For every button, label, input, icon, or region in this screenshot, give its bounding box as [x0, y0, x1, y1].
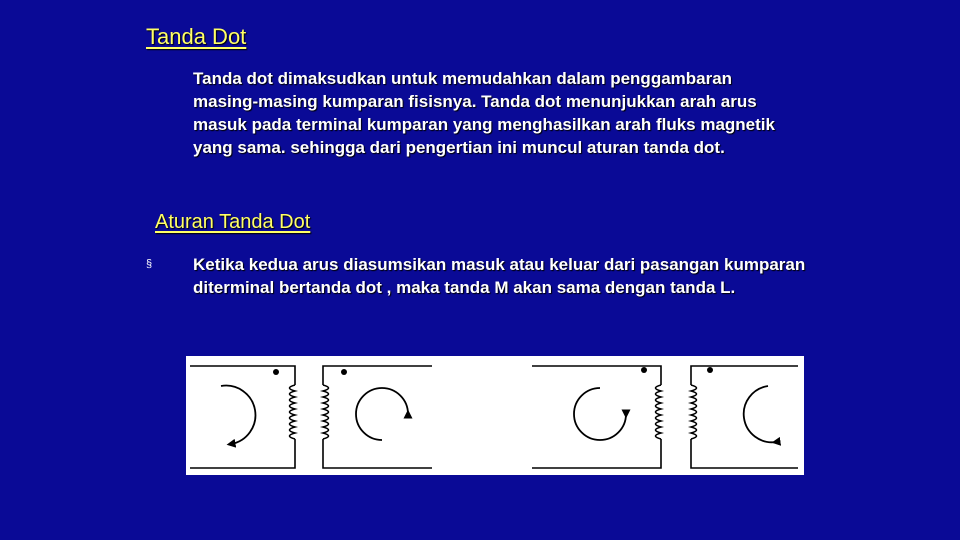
coil-pair-right-icon [532, 366, 798, 468]
coil-pair-left-icon [190, 366, 432, 468]
bullet-marker: § [146, 258, 153, 270]
rule-paragraph: Ketika kedua arus diasumsikan masuk atau keluar dari pasangan kumparan diterminal bertanda dot , maka tanda M akan sama dengan tanda L. [193, 255, 806, 297]
dot-convention-figure [186, 356, 804, 475]
intro-paragraph: Tanda dot dimaksudkan untuk memudahkan dalam penggambaran masing-masing kumparan fisisnya. Tanda dot menunjukkan arah arus masuk pada terminal kumparan yang menghasilkan arah fluks magnetik yang sama. sehingga dari pengertian ini muncul aturan tanda dot. [193, 69, 775, 157]
rule-heading: Aturan Tanda Dot [155, 211, 311, 233]
page-title: Tanda Dot [146, 24, 247, 49]
